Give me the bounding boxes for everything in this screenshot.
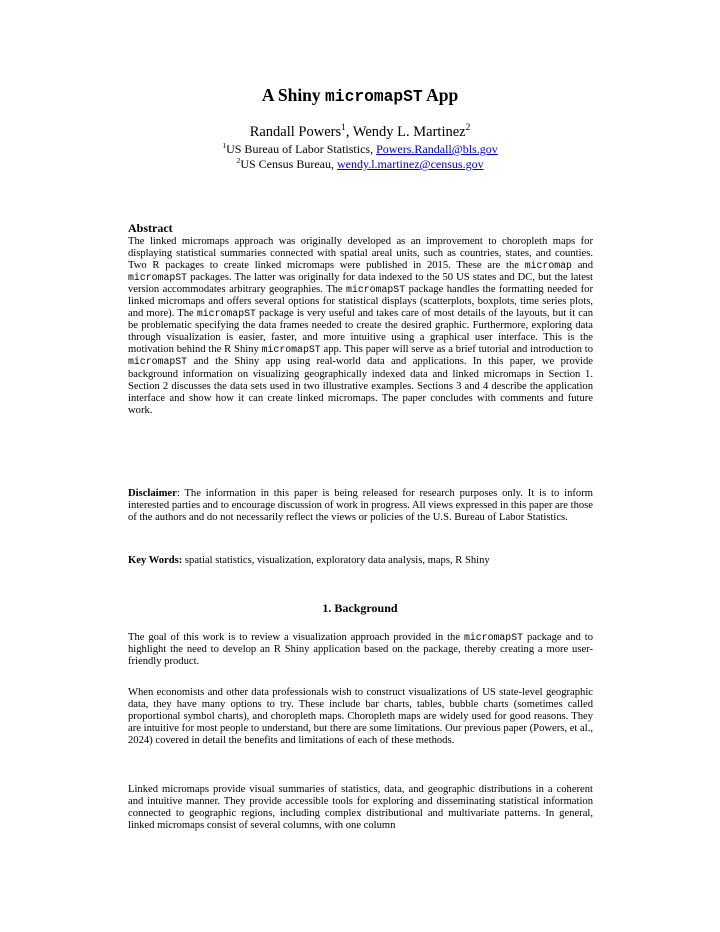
body-paragraph-2: When economists and other data professionals wish to construct visualizations of US state-level geographic data, they have many options to try. These include bar charts, tables, bubble charts (sometimes called proportional symbol charts), and choropleth maps. Choropleth maps are widely used for good reasons. They are intuitive for most people to understand, but there are some limitations. Our previous paper (Powers, et al., 2024) covered in detail the benefits and limitations of each of these methods. bbox=[128, 687, 593, 747]
code-term: micromapST bbox=[128, 272, 188, 284]
body-paragraph-3: Linked micromaps provide visual summaries of statistics, data, and geographic distributions in a coherent and intuitive manner. They provide accessible tools for exploring and disseminating statistical information connected to geographic regions, including complex distributional and multivariate patterns. In general, linked micromaps consist of several columns, with one column bbox=[128, 784, 593, 832]
section-heading: 1. Background bbox=[322, 601, 398, 615]
abstract-text: and the Shiny app using real-world data and applications. In this paper, we provide background information on visualizing geographically indexed data and linked micromaps in Section 1. Section 2 discusses the data sets used in two illustrative examples. Sections 3 and 4 describe the application interface and show how it can create linked micromaps. The paper concludes with comments and future work. bbox=[128, 356, 593, 416]
email-link[interactable]: wendy.l.martinez@census.gov bbox=[337, 157, 484, 171]
affiliation-2 bbox=[0, 157, 720, 172]
affiliation-sup: 2 bbox=[236, 156, 241, 165]
keywords-text: spatial statistics, visualization, exploratory data analysis, maps, R Shiny bbox=[182, 555, 490, 566]
abstract-text: app. This paper will serve as a brief tutorial and introduction to bbox=[320, 344, 593, 356]
affiliation-org: US Census Bureau, bbox=[240, 157, 337, 171]
code-term: micromapST bbox=[128, 356, 188, 368]
code-term: micromapST bbox=[261, 344, 321, 356]
abstract-text: The linked micromaps approach was originally developed as an improvement to choropleth maps for displaying statistical summaries connected with spatial areal units, such as countries, states, and counties. Two R packages to create linked micromaps were published in 2015. These are the bbox=[128, 236, 593, 272]
author-line bbox=[0, 124, 720, 141]
affiliation-sup: 1 bbox=[222, 141, 227, 150]
abstract-text: package is very useful and takes care of most details of the layouts, but it can be problematic specifying the data frames needed to create the desired graphic. Furthermore, exploring data through visualization is easier, faster, and more intuitive using a graphical user interface. This is the motivation behind the R Shiny bbox=[128, 308, 593, 356]
author-name: Randall Powers bbox=[249, 124, 342, 140]
author-name: Wendy L. Martinez bbox=[352, 124, 466, 140]
code-term: micromap bbox=[524, 260, 572, 272]
title-text: A Shiny bbox=[261, 85, 326, 105]
affiliation-1 bbox=[0, 142, 720, 157]
abstract-text: and bbox=[571, 260, 593, 272]
title-code: micromapST bbox=[325, 87, 423, 106]
author-sup: 1 bbox=[341, 123, 346, 134]
author-sup: 2 bbox=[465, 123, 471, 134]
keywords-label: Key Words: bbox=[128, 555, 183, 566]
keywords-paragraph bbox=[128, 555, 593, 567]
code-term: micromapST bbox=[463, 632, 524, 643]
paper-title bbox=[0, 85, 720, 106]
abstract-heading: Abstract bbox=[128, 221, 173, 235]
code-term: micromapST bbox=[346, 284, 406, 296]
abstract-text: packages. The latter was originally for data indexed to the 50 US states and DC, but the latest version accommodates arbitrary geographies. The bbox=[128, 272, 593, 296]
title-text-end: App bbox=[422, 85, 459, 105]
paragraph-text: package and to highlight the need to develop an R Shiny application based on the package, thereby creating a more user-friendly product. bbox=[128, 632, 593, 668]
disclaimer-paragraph bbox=[128, 488, 593, 524]
paragraph-text: The goal of this work is to review a visualization approach provided in the bbox=[128, 632, 464, 643]
body-paragraph-1 bbox=[128, 632, 593, 668]
abstract-body bbox=[128, 236, 593, 417]
email-link[interactable]: Powers.Randall@bls.gov bbox=[376, 142, 498, 156]
code-term: micromapST bbox=[196, 308, 256, 320]
abstract-text: package handles the formatting needed for linked micromaps and offers several options for statistical displays (scatterplots, boxplots, time series plots, and more). The bbox=[128, 284, 593, 320]
affiliation-org: US Bureau of Labor Statistics, bbox=[226, 142, 377, 156]
author-separator: , bbox=[345, 124, 353, 140]
disclaimer-text: : The information in this paper is being released for research purposes only. It is to inform interested parties and to encourage discussion of work in progress. All views expressed in this paper are those of the authors and do not necessarily reflect the views or policies of the U.S. Bureau of Labor Statistics. bbox=[128, 488, 593, 524]
disclaimer-label: Disclaimer bbox=[128, 488, 177, 499]
